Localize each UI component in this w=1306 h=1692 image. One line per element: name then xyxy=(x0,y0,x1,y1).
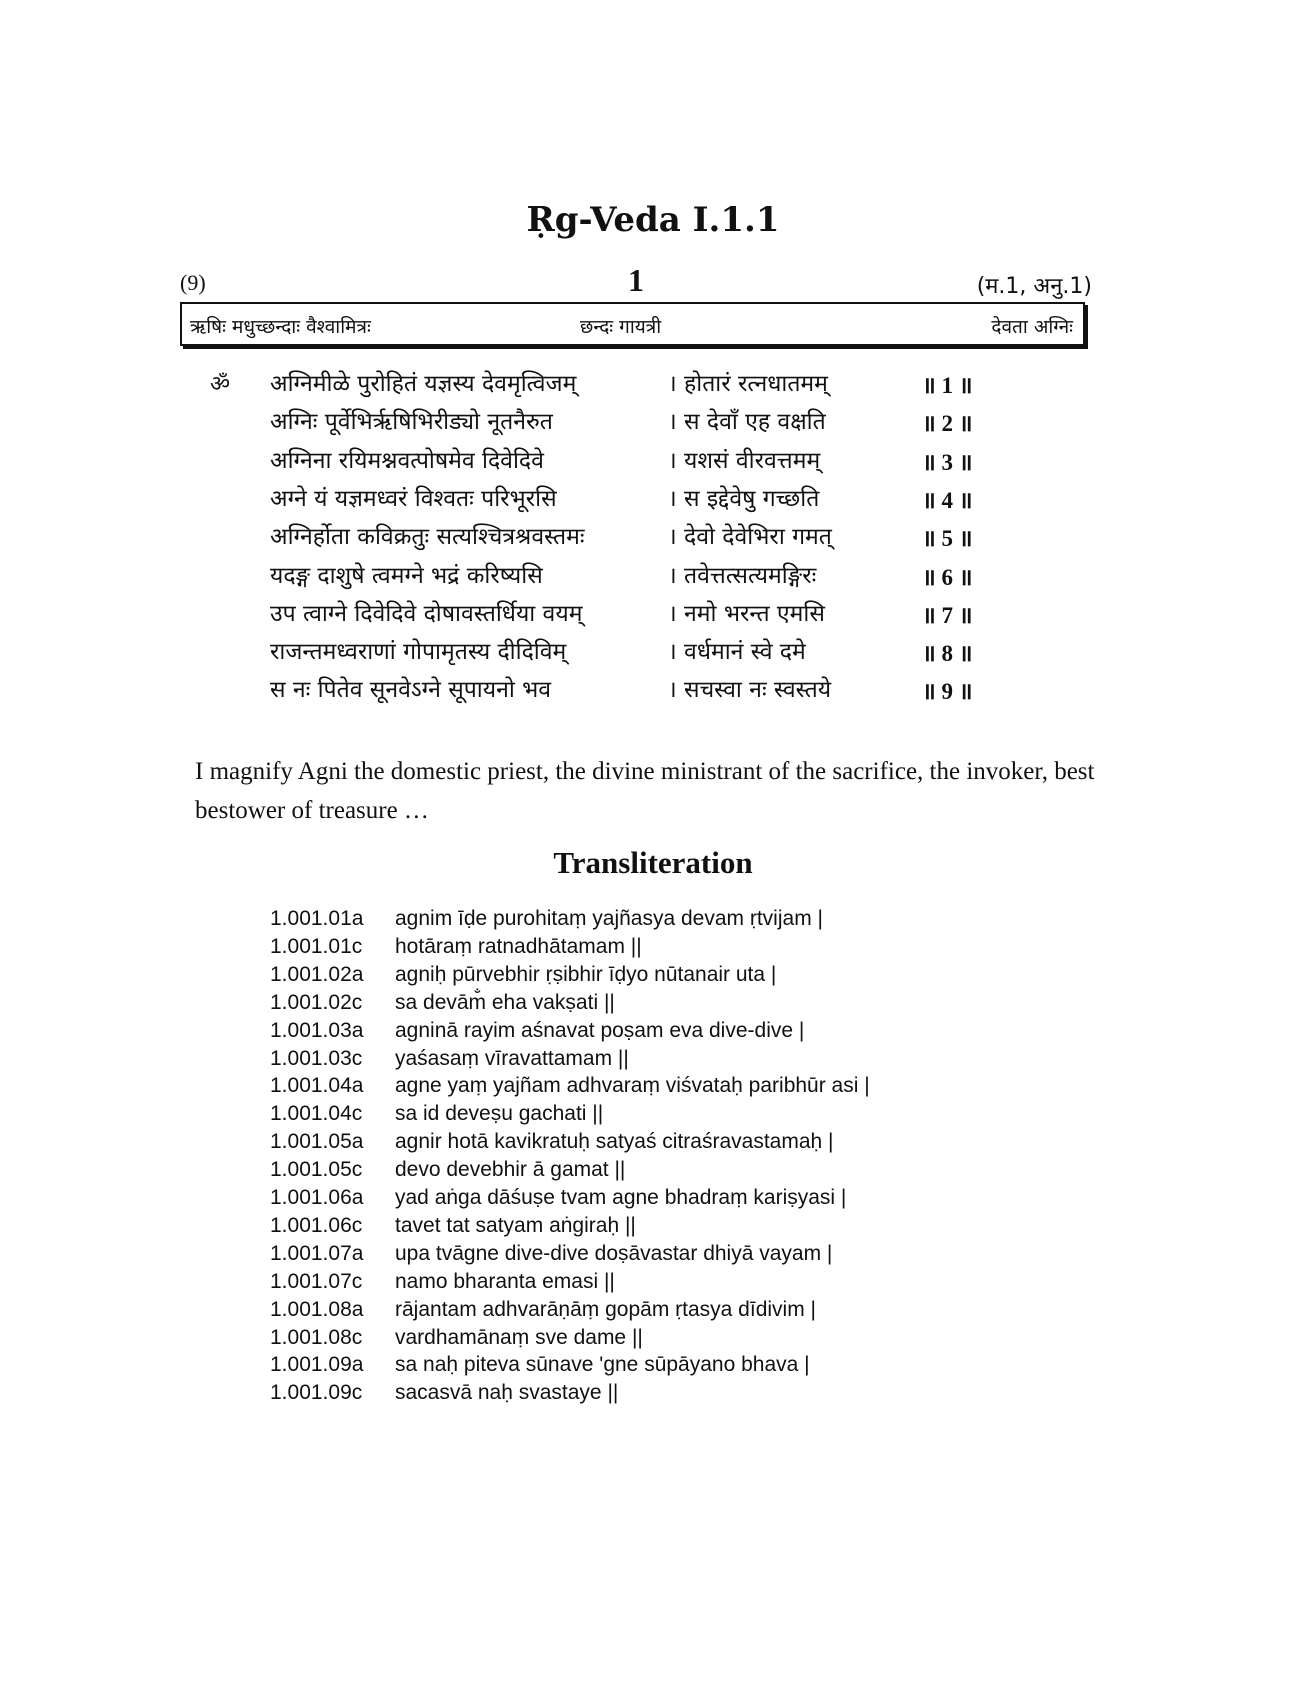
verse-reference: 1.001.02a xyxy=(270,963,364,986)
verse-row xyxy=(210,519,1090,559)
verse-reference: 1.001.03a xyxy=(270,1019,364,1042)
verse-reference: 1.001.01a xyxy=(270,907,364,930)
verse-row xyxy=(210,481,1090,521)
verse-second-half xyxy=(668,558,816,590)
rishi-label: ऋषिः मधुच्छन्दाः वैश्वामित्रः xyxy=(190,316,371,338)
verse-row xyxy=(210,596,1090,636)
danda-separator: । xyxy=(668,677,677,703)
transliteration-text: hotāraṃ ratnadhātamam || xyxy=(395,935,642,958)
verse-reference: 1.001.04c xyxy=(270,1102,363,1125)
verse-second-half xyxy=(668,672,831,704)
transliteration-text: upa tvāgne dive-dive doṣāvastar dhiyā vayam | xyxy=(395,1242,833,1265)
danda-separator: । xyxy=(668,486,677,512)
transliteration-text: rājantam adhvarāṇāṃ gopām ṛtasya dīdivim | xyxy=(395,1298,816,1321)
transliteration-text: agnir hotā kavikratuḥ satyaś citraśravastamaḥ | xyxy=(395,1130,834,1153)
transliteration-text: devo devebhir ā gamat || xyxy=(395,1158,626,1181)
verse-row xyxy=(210,558,1090,598)
verse-second-half-text: देवो देवेभिरा गमत् xyxy=(684,524,832,550)
verse-reference: 1.001.02c xyxy=(270,991,363,1014)
devata-label: देवता अग्निः xyxy=(991,316,1073,338)
verse-number: ॥ 6 ॥ xyxy=(922,565,973,590)
sukta-header xyxy=(180,262,1092,304)
danda-separator: । xyxy=(668,371,677,397)
danda-separator: । xyxy=(668,563,677,589)
page-number: (9) xyxy=(180,270,206,295)
transliteration-text: sacasvā naḥ svastaye || xyxy=(395,1381,619,1404)
danda-separator: । xyxy=(668,409,677,435)
verse-reference: 1.001.06a xyxy=(270,1186,364,1209)
page-title: Ṛg-Veda I.1.1 xyxy=(526,200,780,240)
verse-second-half xyxy=(668,481,819,513)
verse-second-half xyxy=(668,519,832,551)
verse-second-half-text: सचस्वा नः स्वस्तये xyxy=(684,677,832,703)
transliteration-text: agninā rayim aśnavat poṣam eva dive-dive | xyxy=(395,1019,805,1042)
chandas-label: छन्दः गायत्री xyxy=(580,316,662,338)
transliteration-text: yad aṅga dāśuṣe tvam agne bhadraṃ kariṣyasi | xyxy=(395,1186,847,1209)
verse-second-half xyxy=(668,366,828,398)
verse-number: ॥ 1 ॥ xyxy=(922,373,973,398)
verse-first-half: यदङ्ग दाशुषे त्वमग्ने भद्रं करिष्यसि xyxy=(270,563,543,589)
danda-separator: । xyxy=(668,448,677,474)
verse-reference: 1.001.07a xyxy=(270,1242,364,1265)
verse-reference: 1.001.08c xyxy=(270,1326,363,1349)
verse-first-half: अग्निः पूर्वेभिर्ऋषिभिरीड्यो नूतनैरुत xyxy=(270,409,553,435)
verse-row xyxy=(210,634,1090,674)
verse-reference: 1.001.05c xyxy=(270,1158,363,1181)
verse-first-half: अग्निर्होता कविक्रतुः सत्यश्चित्रश्रवस्तमः xyxy=(270,524,585,550)
verse-second-half-text: होतारं रत्नधातमम् xyxy=(684,371,828,397)
verse-reference: 1.001.08a xyxy=(270,1298,364,1321)
om-symbol: ॐ xyxy=(210,372,231,397)
verse-second-half-text: नमो भरन्त एमसि xyxy=(684,601,825,627)
transliteration-heading: Transliteration xyxy=(553,845,753,880)
verse-second-half-text: यशसं वीरवत्तमम् xyxy=(684,448,821,474)
transliteration-text: tavet tat satyam aṅgiraḥ || xyxy=(395,1214,636,1237)
verse-reference: 1.001.03c xyxy=(270,1047,363,1070)
danda-separator: । xyxy=(668,601,677,627)
sukta-number: 1 xyxy=(628,262,644,298)
verse-number: ॥ 3 ॥ xyxy=(922,450,973,475)
verse-number: ॥ 5 ॥ xyxy=(922,526,973,551)
verse-reference: 1.001.05a xyxy=(270,1130,364,1153)
danda-separator: । xyxy=(668,639,677,665)
verse-second-half xyxy=(668,404,826,436)
transliteration-text: agniḥ pūrvebhir ṛṣibhir īḍyo nūtanair uta | xyxy=(395,963,777,986)
transliteration-text: agne yaṃ yajñam adhvaraṃ viśvataḥ paribhūr asi | xyxy=(395,1074,870,1097)
verse-row xyxy=(210,404,1090,444)
verse-reference: 1.001.09c xyxy=(270,1381,363,1404)
verse-second-half-text: स इद्देवेषु गच्छति xyxy=(684,486,820,512)
verse-row xyxy=(210,366,1090,406)
verse-first-half: अग्ने यं यज्ञमध्वरं विश्वतः परिभूरसि xyxy=(270,486,557,512)
english-translation: I magnify Agni the domestic priest, the divine ministrant of the sacrifice, the invoker, best bestower of treasure … xyxy=(195,758,1095,824)
verse-second-half-text: तवेत्तत्सत्यमङ्गिरः xyxy=(684,563,817,589)
verse-second-half-text: स देवाँ एह वक्षति xyxy=(684,409,826,435)
verse-number: ॥ 7 ॥ xyxy=(922,603,973,628)
verse-number: ॥ 4 ॥ xyxy=(922,488,973,513)
transliteration-text: agnim īḍe purohitaṃ yajñasya devam ṛtvijam | xyxy=(395,907,823,930)
danda-separator: । xyxy=(668,524,677,550)
transliteration-text: yaśasaṃ vīravattamam || xyxy=(395,1047,629,1070)
verse-number: ॥ 9 ॥ xyxy=(922,679,973,704)
verse-second-half xyxy=(668,443,820,475)
verse-reference: 1.001.09a xyxy=(270,1353,364,1376)
verse-reference: 1.001.01c xyxy=(270,935,363,958)
transliteration-text: namo bharanta emasi || xyxy=(395,1270,615,1293)
verse-reference: 1.001.07c xyxy=(270,1270,363,1293)
verse-first-half: उप त्वाग्ने दिवेदिवे दोषावस्तर्धिया वयम् xyxy=(270,601,583,627)
transliteration-text: sa devām̐ eha vakṣati || xyxy=(395,991,615,1014)
mandala-anuvaka: (म.1, अनु.1) xyxy=(976,274,1092,299)
rishi-chandas-devata-box xyxy=(180,302,1085,346)
verse-reference: 1.001.04a xyxy=(270,1074,364,1097)
verse-reference: 1.001.06c xyxy=(270,1214,363,1237)
transliteration-text: sa naḥ piteva sūnave 'gne sūpāyano bhava | xyxy=(395,1353,810,1376)
verse-first-half: अग्निमीळे पुरोहितं यज्ञस्य देवमृत्विजम् xyxy=(270,371,577,397)
verse-second-half xyxy=(668,634,806,666)
verse-row xyxy=(210,443,1090,483)
verse-first-half: अग्निना रयिमश्नवत्पोषमेव दिवेदिवे xyxy=(270,448,544,474)
transliteration-text: sa id deveṣu gachati || xyxy=(395,1102,604,1125)
verse-second-half xyxy=(668,596,825,628)
verse-first-half: स नः पितेव सूनवेऽग्ने सूपायनो भव xyxy=(270,677,552,703)
verse-number: ॥ 8 ॥ xyxy=(922,641,973,666)
verse-first-half: राजन्तमध्वराणां गोपामृतस्य दीदिविम् xyxy=(270,639,567,665)
verse-row xyxy=(210,672,1090,712)
transliteration-text: vardhamānaṃ sve dame || xyxy=(395,1326,643,1349)
verse-second-half-text: वर्धमानं स्वे दमे xyxy=(684,639,806,665)
verse-number: ॥ 2 ॥ xyxy=(922,411,973,436)
